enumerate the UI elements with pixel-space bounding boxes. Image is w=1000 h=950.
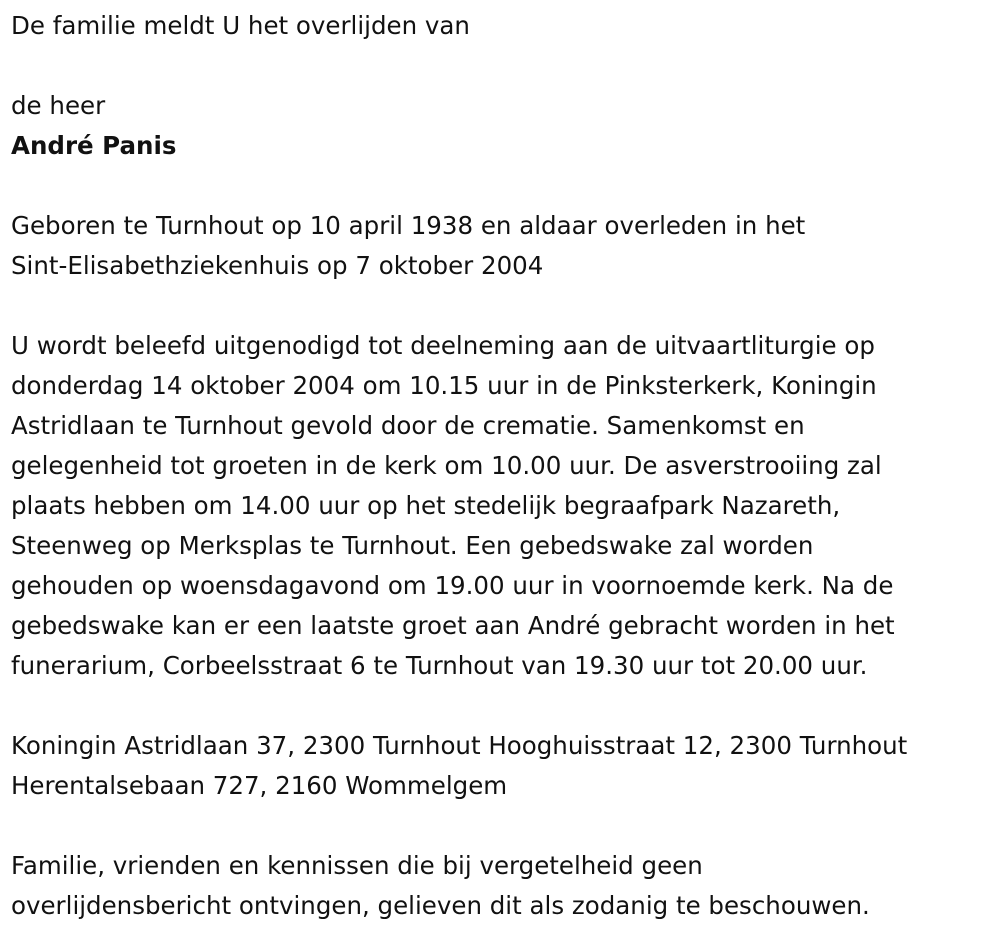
spacer bbox=[11, 166, 1000, 206]
closing-paragraph: Familie, vrienden en kennissen die bij vergetelheid geen overlijdensbericht ontvingen, gelieven dit als zodanig te beschouwen. bbox=[11, 851, 870, 920]
spacer bbox=[11, 686, 1000, 726]
intro-line: De familie meldt U het overlijden van bbox=[11, 11, 470, 40]
salutation: de heer bbox=[11, 91, 106, 120]
spacer bbox=[11, 806, 1000, 846]
spacer bbox=[11, 286, 1000, 326]
ceremony-paragraph: U wordt beleefd uitgenodigd tot deelneming aan de uitvaartliturgie op donderdag 14 oktober 2004 om 10.15 uur in de Pinksterkerk, Koningin Astridlaan te Turnhout gevold door de crematie. Samenkomst en gelegenheid tot groeten in de kerk om 10.00 uur. De asverstrooiing zal plaats hebben om 14.00 uur op het stedelijk begraafpark Nazareth, Steenweg op Merksplas te Turnhout. Een gebedswake zal worden gehouden op woensdagavond om 19.00 uur in voornoemde kerk. Na de gebedswake kan er een laatste groet aan André gebracht worden in het funerarium, Corbeelsstraat 6 te Turnhout van 19.30 uur tot 20.00 uur. bbox=[11, 331, 895, 680]
addresses-paragraph: Koningin Astridlaan 37, 2300 Turnhout Hooghuisstraat 12, 2300 Turnhout Herentalsebaan 727, 2160 Wommelgem bbox=[11, 731, 908, 800]
spacer bbox=[11, 46, 1000, 86]
deceased-name: André Panis bbox=[11, 131, 177, 160]
birth-death-paragraph: Geboren te Turnhout op 10 april 1938 en aldaar overleden in het Sint-Elisabethziekenhuis op 7 oktober 2004 bbox=[11, 211, 806, 280]
